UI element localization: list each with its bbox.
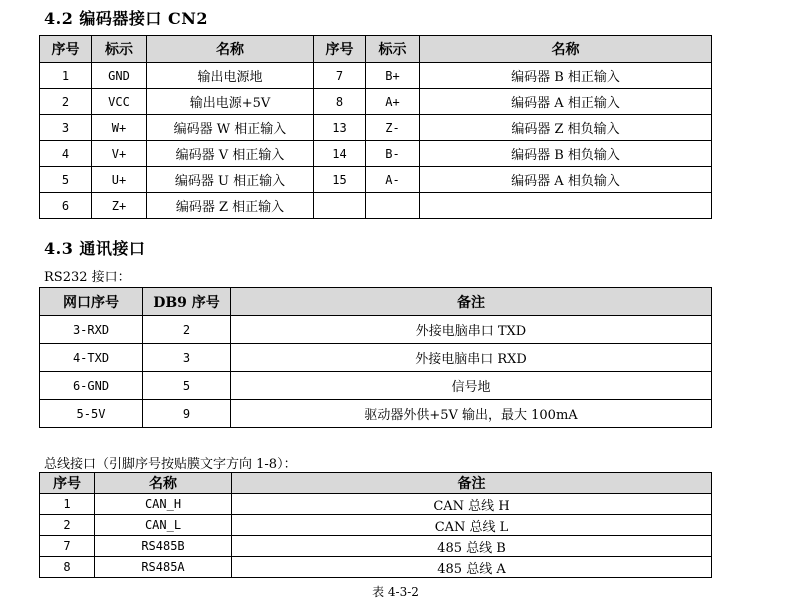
table-cell: GND <box>92 63 147 89</box>
table-row <box>40 89 712 115</box>
table-cell: 3-RXD <box>40 316 143 344</box>
table-cell: 2 <box>143 316 231 344</box>
table-cell: 编码器 Z 相正输入 <box>147 193 314 219</box>
header-cell: 名称 <box>95 473 232 494</box>
table-cell: 3 <box>40 115 92 141</box>
header-cell: 网口序号 <box>40 288 143 316</box>
header-cell: 序号 <box>314 36 366 63</box>
table-cell: U+ <box>92 167 147 193</box>
table-cell: 编码器 V 相正输入 <box>147 141 314 167</box>
header-cell: 名称 <box>420 36 712 63</box>
table-header-row <box>40 473 712 494</box>
table-cell: 485 总线 A <box>232 557 712 578</box>
table-cell: B- <box>366 141 420 167</box>
header-cell: 标示 <box>366 36 420 63</box>
rs232-table <box>39 287 712 428</box>
rs232-label: RS232 接口： <box>44 270 131 285</box>
table-row <box>40 167 712 193</box>
table-cell: 7 <box>314 63 366 89</box>
table-cell: CAN 总线 H <box>232 494 712 515</box>
table-cell <box>420 193 712 219</box>
table-cell: 编码器 B 相正输入 <box>420 63 712 89</box>
table-cell: 编码器 U 相正输入 <box>147 167 314 193</box>
section-title-comm: 4.3 通讯接口 <box>44 239 146 258</box>
table-cell: 编码器 W 相正输入 <box>147 115 314 141</box>
table-cell: 4-TXD <box>40 344 143 372</box>
table-cell: 13 <box>314 115 366 141</box>
table-cell: Z+ <box>92 193 147 219</box>
table-row <box>40 494 712 515</box>
table-cell: 5 <box>143 372 231 400</box>
table-header-row <box>40 36 712 63</box>
bus-table <box>39 472 712 578</box>
table-caption: 表 4-3-2 <box>372 585 419 599</box>
section-title-cn2: 4.2 编码器接口 CN2 <box>44 9 208 28</box>
table-cell: 2 <box>40 515 95 536</box>
table-header-row <box>40 288 712 316</box>
table-cell: 8 <box>314 89 366 115</box>
table-row <box>40 344 712 372</box>
table-row <box>40 557 712 578</box>
table-cell: CAN 总线 L <box>232 515 712 536</box>
table-cell: RS485B <box>95 536 232 557</box>
table-row <box>40 372 712 400</box>
table-cell: 6 <box>40 193 92 219</box>
table-row <box>40 515 712 536</box>
table-cell: 8 <box>40 557 95 578</box>
header-cell: 备注 <box>232 473 712 494</box>
table-cell: 9 <box>143 400 231 428</box>
table-cell: 1 <box>40 494 95 515</box>
table-cell: CAN_L <box>95 515 232 536</box>
table-cell: 编码器 B 相负输入 <box>420 141 712 167</box>
table-cell: 1 <box>40 63 92 89</box>
table-cell: 输出电源地 <box>147 63 314 89</box>
table-cell: A+ <box>366 89 420 115</box>
table-cell: 驱动器外供+5V 输出，最大 100mA <box>231 400 712 428</box>
table-row <box>40 141 712 167</box>
header-cell: 备注 <box>231 288 712 316</box>
table-cell: 5 <box>40 167 92 193</box>
table-row <box>40 115 712 141</box>
table-cell: CAN_H <box>95 494 232 515</box>
table-row <box>40 63 712 89</box>
table-cell: 15 <box>314 167 366 193</box>
table-row <box>40 400 712 428</box>
table-cell: 2 <box>40 89 92 115</box>
table-cell: W+ <box>92 115 147 141</box>
table-cell: 编码器 A 相负输入 <box>420 167 712 193</box>
table-cell <box>314 193 366 219</box>
table-row <box>40 536 712 557</box>
header-cell: 名称 <box>147 36 314 63</box>
table-cell <box>366 193 420 219</box>
table-cell: B+ <box>366 63 420 89</box>
header-cell: DB9 序号 <box>143 288 231 316</box>
header-cell: 标示 <box>92 36 147 63</box>
table-cell: 3 <box>143 344 231 372</box>
table-cell: VCC <box>92 89 147 115</box>
table-cell: 6-GND <box>40 372 143 400</box>
table-cell: 输出电源+5V <box>147 89 314 115</box>
table-cell: 485 总线 B <box>232 536 712 557</box>
table-row <box>40 193 712 219</box>
table-cell: 信号地 <box>231 372 712 400</box>
table-cell: 外接电脑串口 TXD <box>231 316 712 344</box>
bus-label: 总线接口（引脚序号按贴膜文字方向 1-8）： <box>44 457 297 472</box>
table-cell: 编码器 Z 相负输入 <box>420 115 712 141</box>
header-cell: 序号 <box>40 473 95 494</box>
table-cell: A- <box>366 167 420 193</box>
table-cell: V+ <box>92 141 147 167</box>
table-row <box>40 316 712 344</box>
table-cell: 14 <box>314 141 366 167</box>
table-cell: 5-5V <box>40 400 143 428</box>
table-cell: RS485A <box>95 557 232 578</box>
header-cell: 序号 <box>40 36 92 63</box>
table-cell: 编码器 A 相正输入 <box>420 89 712 115</box>
table-cell: 7 <box>40 536 95 557</box>
table-cell: 4 <box>40 141 92 167</box>
table-cell: 外接电脑串口 RXD <box>231 344 712 372</box>
cn2-pin-table <box>39 35 712 219</box>
table-cell: Z- <box>366 115 420 141</box>
